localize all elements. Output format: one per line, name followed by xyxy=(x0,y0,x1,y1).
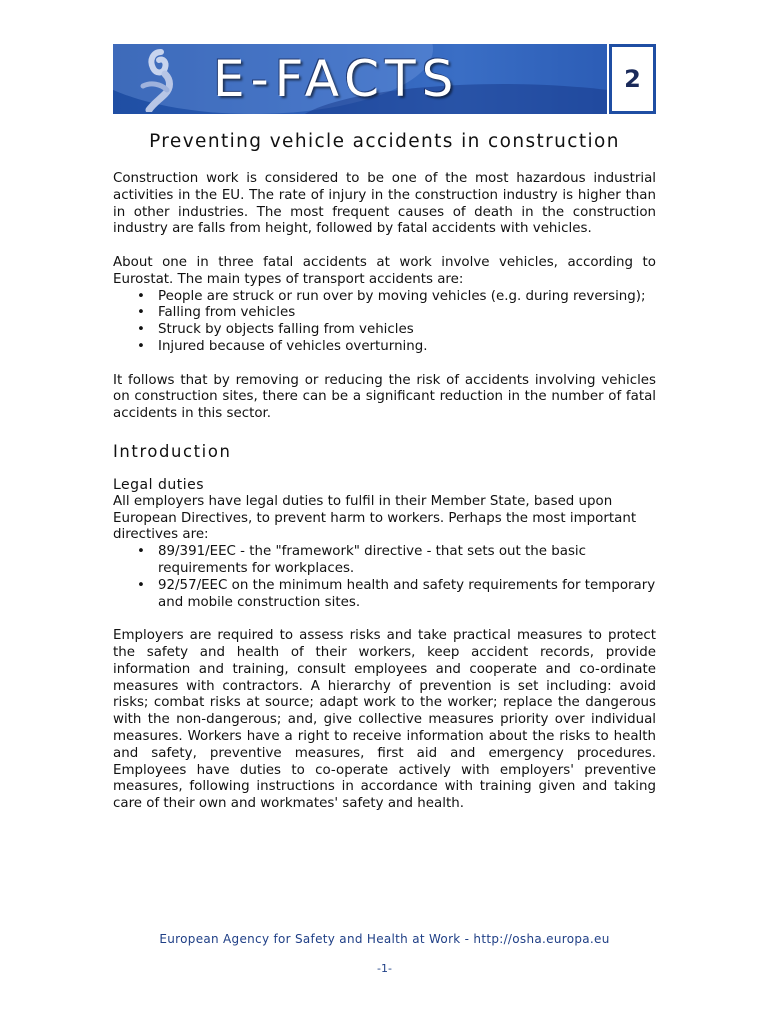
banner-title: E-FACTS xyxy=(213,50,460,108)
list-item: • People are struck or run over by moving vehicles (e.g. during reversing); xyxy=(158,289,656,306)
directives-list xyxy=(113,544,656,611)
legal-paragraph-1: All employers have legal duties to fulfil in their Member State, based upon European Directives, to prevent harm to workers. Perhaps the most important directives are: xyxy=(113,493,637,543)
efacts-number-badge: 2 xyxy=(612,47,653,111)
intro-paragraph-1: Construction work is considered to be one of the most hazardous industrial activities in the EU. The rate of injury in the construction industry is higher than in other industries. The most frequent causes of death in the construction industry are falls from height, followed by fatal accidents with vehicles. xyxy=(113,171,656,237)
transport-accidents-list xyxy=(113,289,656,356)
agency-figure-icon xyxy=(131,46,191,112)
efacts-banner xyxy=(113,44,656,114)
page-number: -1- xyxy=(377,962,392,975)
intro-paragraph-3: It follows that by removing or reducing the risk of accidents involving vehicles on construction sites, there can be a significant reduction in the number of fatal accidents in this sector. xyxy=(113,372,656,422)
list-item: • Injured because of vehicles overturning. xyxy=(158,339,656,356)
badge-frame xyxy=(609,44,656,114)
section-heading-introduction: Introduction xyxy=(113,441,232,461)
list-item: • Struck by objects falling from vehicles xyxy=(158,322,656,339)
banner-background xyxy=(113,44,607,114)
document-body xyxy=(113,171,656,813)
footer-agency-text: European Agency for Safety and Health at Work - http://osha.europa.eu xyxy=(159,932,610,946)
legal-paragraph-2: Employers are required to assess risks and take practical measures to protect the safety and health of their workers, keep accident records, provide information and training, consult employees and cooperate and co-ordinate measures with contractors. A hierarchy of prevention is set including: avoid risks; combat risks at source; adapt work to the worker; replace the dangerous with the non-dangerous; and, give collective measures priority over individual measures. Workers have a right to receive information about the risks to health and safety, preventive measures, first aid and emergency procedures. Employees have duties to co-operate actively with employers' preventive measures, following instructions in accordance with training given and taking care of their own and workmates' safety and health. xyxy=(113,628,656,812)
subsection-heading-legal-duties: Legal duties xyxy=(113,476,205,493)
intro-paragraph-2: About one in three fatal accidents at work involve vehicles, according to Eurostat. The main types of transport accidents are: xyxy=(113,254,656,287)
list-item: • 92/57/EEC on the minimum health and safety requirements for temporary and mobile construction sites. xyxy=(158,578,656,612)
document-title: Preventing vehicle accidents in construction xyxy=(149,131,620,152)
list-item: • 89/391/EEC - the "framework" directive - that sets out the basic requirements for workplaces. xyxy=(158,544,656,578)
list-item: • Falling from vehicles xyxy=(158,305,656,322)
